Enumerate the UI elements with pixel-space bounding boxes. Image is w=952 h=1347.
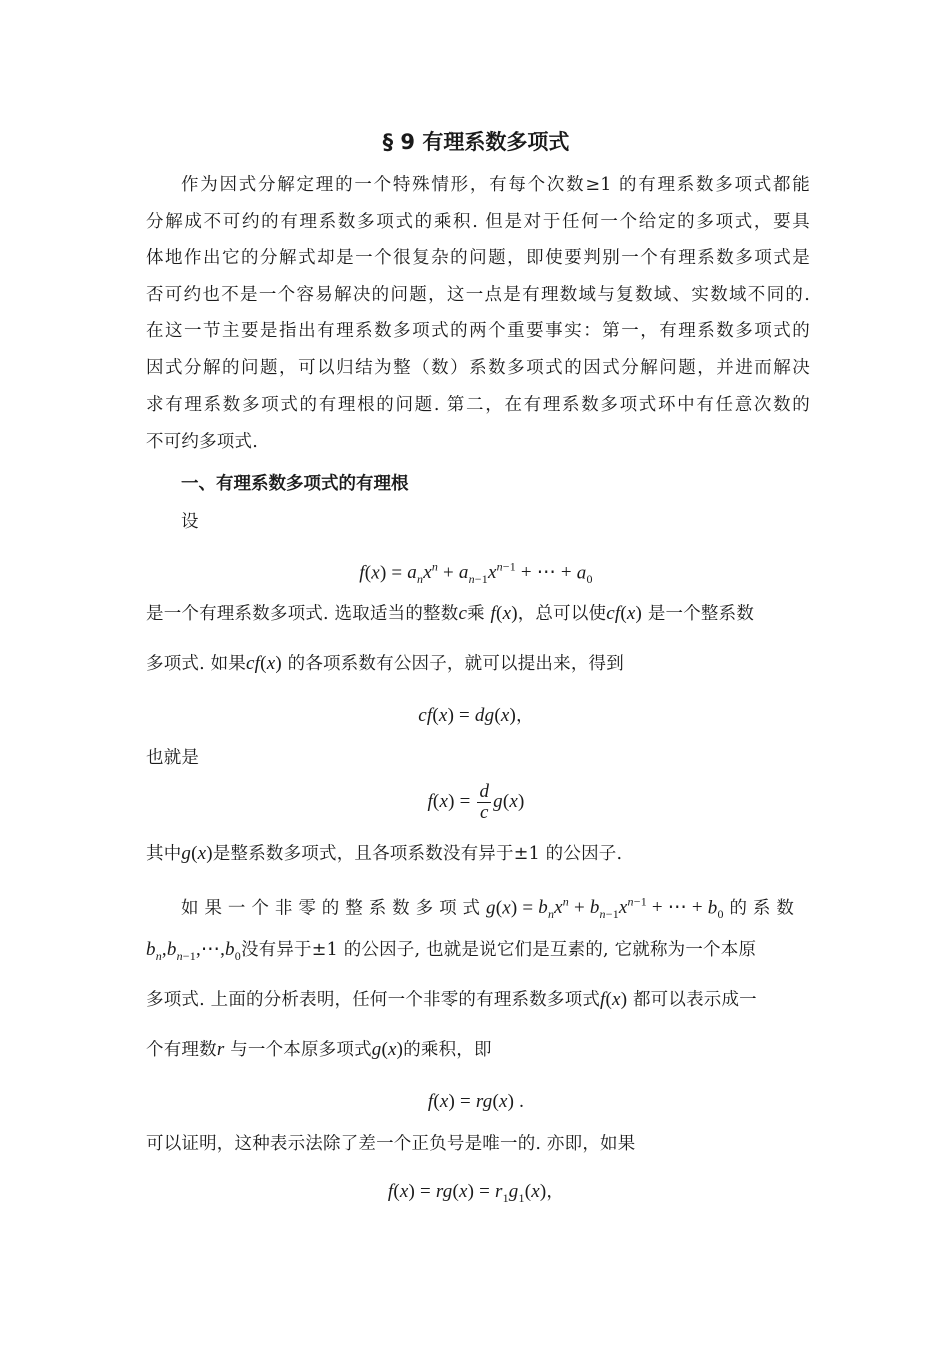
- text-seg: 的 系 数: [729, 898, 795, 919]
- text-seg: 的乘积，即: [403, 1040, 492, 1060]
- text-seg: 多项式. 如果: [146, 654, 247, 674]
- paragraph-line-3: 其中g(x)是整系数多项式，且各项系数没有异于±1 的公因子.: [146, 843, 623, 864]
- equation-f-fraction: f(x) = $\frac{d}{c}$ g(x): [427, 781, 525, 823]
- text-seg: 如 果 一 个 非 零 的 整 系 数 多 项 式: [181, 898, 481, 919]
- equation-f-rg: f(x) = rg(x) .: [427, 1091, 525, 1112]
- text-seg: 的各项系数有公因子，就可以提出来，得到: [287, 654, 624, 674]
- equation-fx-polynomial: $f(x) = a_nx^n + a_{n-1}x^{n-1}$ + ⋯ + $a_0$: [359, 560, 593, 587]
- paragraph-line-6: 多项式. 上面的分析表明，任何一个非零的有理系数多项式f(x) 都可以表示成一: [146, 989, 757, 1010]
- section-title: § 9 有理系数多项式: [382, 130, 570, 154]
- intro-line-3: 体地作出它的分解式却是一个很复杂的问题，即使要判别一个有理系数多项式是: [146, 248, 810, 268]
- that-is-text: 也就是: [146, 748, 200, 768]
- paragraph-line-8: 可以证明，这种表示法除了差一个正负号是唯一的. 亦即，如果: [146, 1134, 636, 1154]
- text-seg: 个有理数: [146, 1040, 217, 1060]
- intro-line-2: 分解成不可约的有理系数多项式的乘积. 但是对于任何一个给定的多项式，要具: [146, 212, 810, 232]
- text-seg: ，总可以使: [517, 604, 607, 624]
- text-seg: 乘: [467, 604, 485, 624]
- let-text: 设: [181, 512, 199, 532]
- intro-line-8: 不可约多项式.: [146, 432, 258, 452]
- fraction-d-over-c: $\frac{d}{c}$: [479, 781, 490, 823]
- paragraph-line-5: $b_n,b_{n-1},\cdots,b_0$没有异于±1 的公因子, 也就是说它们是互素的, 它就称为一个本原: [146, 939, 757, 963]
- intro-line-1: 作为因式分解定理的一个特殊情形，有每个次数≥1 的有理系数多项式都能: [181, 175, 810, 195]
- text-seg: 是整系数多项式，且各项系数没有异于±1 的公因子.: [212, 844, 623, 864]
- intro-line-4: 否可约也不是一个容易解决的问题，这一点是有理数域与复数域、实数域不同的.: [146, 285, 810, 305]
- intro-line-6: 因式分解的问题，可以归结为整（数）系数多项式的因式分解问题，并进而解决: [146, 358, 810, 378]
- intro-line-7: 求有理系数多项式的有理根的问题. 第二，在有理系数多项式环中有任意次数的: [146, 395, 810, 415]
- paragraph-line-4: 如 果 一 个 非 零 的 整 系 数 多 项 式 $g(x) = b_nx^n + b_{n-1}x^{n-1}$ + ⋯ + $b_0$ 的 系 数: [181, 895, 795, 922]
- paragraph-line-2: 多项式. 如果cf(x) 的各项系数有公因子，就可以提出来，得到: [146, 653, 624, 674]
- text-seg: 都可以表示成一: [632, 990, 757, 1010]
- text-seg: 多项式. 上面的分析表明，任何一个非零的有理系数多项式: [146, 990, 601, 1010]
- text-seg: 其中: [146, 844, 182, 864]
- paragraph-line-7: 个有理数r 与一个本原多项式g(x)的乘积，即: [146, 1039, 492, 1060]
- equation-cf-dg: cf(x) = dg(x)，: [418, 705, 534, 726]
- equation-f-rg-r1g1: $f(x) = rg(x) = r_1g_1(x)$，: [387, 1181, 565, 1205]
- subsection-heading: 一、有理系数多项式的有理根: [181, 474, 409, 494]
- text-seg: 没有异于±1 的公因子, 也就是说它们是互素的, 它就称为一个本原: [240, 940, 757, 960]
- paragraph-line-1: 是一个有理系数多项式. 选取适当的整数c乘 f(x)，总可以使cf(x) 是一个整系数: [146, 603, 755, 624]
- intro-line-5: 在这一节主要是指出有理系数多项式的两个重要事实：第一，有理系数多项式的: [146, 321, 810, 341]
- text-seg: 与一个本原多项式: [230, 1040, 372, 1060]
- text-seg: 是一个有理系数多项式. 选取适当的整数: [146, 604, 459, 624]
- text-seg: 是一个整系数: [647, 604, 755, 624]
